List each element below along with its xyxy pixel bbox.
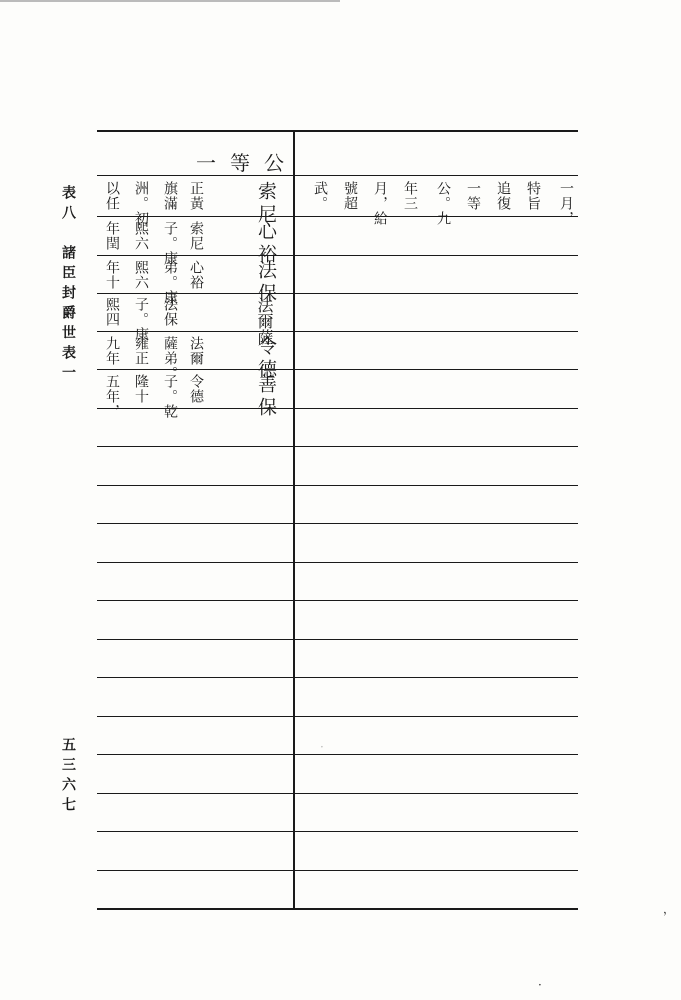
- note-column: 五年，: [104, 374, 120, 419]
- note-column: 以任: [104, 181, 120, 211]
- noble-name: 心裕: [255, 221, 277, 267]
- row-divider: [97, 793, 578, 794]
- note-column: 法保: [162, 297, 178, 327]
- note-column: 弟。康: [162, 260, 178, 305]
- title-divider: [97, 175, 578, 176]
- row-divider: [97, 600, 578, 601]
- right-note-column: 年三: [402, 181, 418, 211]
- right-note-column: 一等: [465, 181, 481, 211]
- noble-name: 法爾薩: [255, 297, 274, 345]
- table-bottom-border: [97, 908, 578, 910]
- note-column: 熙四: [104, 297, 120, 327]
- table-top-border: [97, 130, 578, 132]
- note-column: 子。乾: [162, 374, 178, 419]
- stray-mark: ·: [538, 978, 542, 992]
- row-divider: [97, 754, 578, 755]
- right-note-column: 月，給: [372, 181, 388, 226]
- note-column: 九年: [104, 336, 120, 366]
- note-column: 年十: [104, 260, 120, 290]
- column-divider: [293, 132, 295, 910]
- margin-label: 表八 諸臣封爵世表一: [60, 185, 76, 385]
- row-divider: [97, 716, 578, 717]
- note-column: 子。康: [133, 297, 149, 342]
- stray-mark: ·: [320, 740, 324, 754]
- noble-name: 令德: [255, 336, 277, 382]
- stray-mark: ，: [663, 902, 676, 916]
- note-column: 洲。初: [133, 181, 149, 226]
- note-column: 心裕: [188, 260, 204, 290]
- note-column: 年閏: [104, 221, 120, 251]
- row-divider: [97, 831, 578, 832]
- row-divider: [97, 446, 578, 447]
- right-note-column: 追復: [495, 181, 511, 211]
- noble-name: 索尼: [255, 181, 277, 227]
- note-column: 正黃: [188, 181, 204, 211]
- note-column: 令德: [188, 374, 204, 404]
- note-column: 旗滿: [162, 181, 178, 211]
- note-column: 薩弟。: [162, 336, 178, 381]
- row-divider: [97, 677, 578, 678]
- note-column: 熙六: [133, 221, 149, 251]
- right-note-column: 公。九: [435, 181, 451, 226]
- row-divider: [97, 870, 578, 871]
- row-divider: [97, 216, 578, 217]
- note-column: 隆十: [133, 374, 149, 404]
- page-number: 五三六七: [60, 737, 76, 817]
- row-divider: [97, 562, 578, 563]
- note-column: 雍正: [133, 336, 149, 366]
- note-column: 索尼: [188, 221, 204, 251]
- row-divider: [97, 523, 578, 524]
- right-note-column: 武。: [312, 181, 328, 211]
- row-divider: [97, 331, 578, 332]
- row-divider: [97, 639, 578, 640]
- row-divider: [97, 485, 578, 486]
- scan-edge-line: [0, 0, 340, 2]
- right-note-column: 號超: [342, 181, 358, 211]
- note-column: 法爾: [188, 336, 204, 366]
- table-title: 一等公: [196, 151, 298, 175]
- noble-name: 法保: [255, 260, 277, 306]
- noble-name: 善保: [255, 374, 277, 420]
- note-column: 熙六: [133, 260, 149, 290]
- note-column: 子。康: [162, 221, 178, 266]
- right-note-column: 特旨: [525, 181, 541, 211]
- right-note-column: 一月，: [558, 181, 574, 226]
